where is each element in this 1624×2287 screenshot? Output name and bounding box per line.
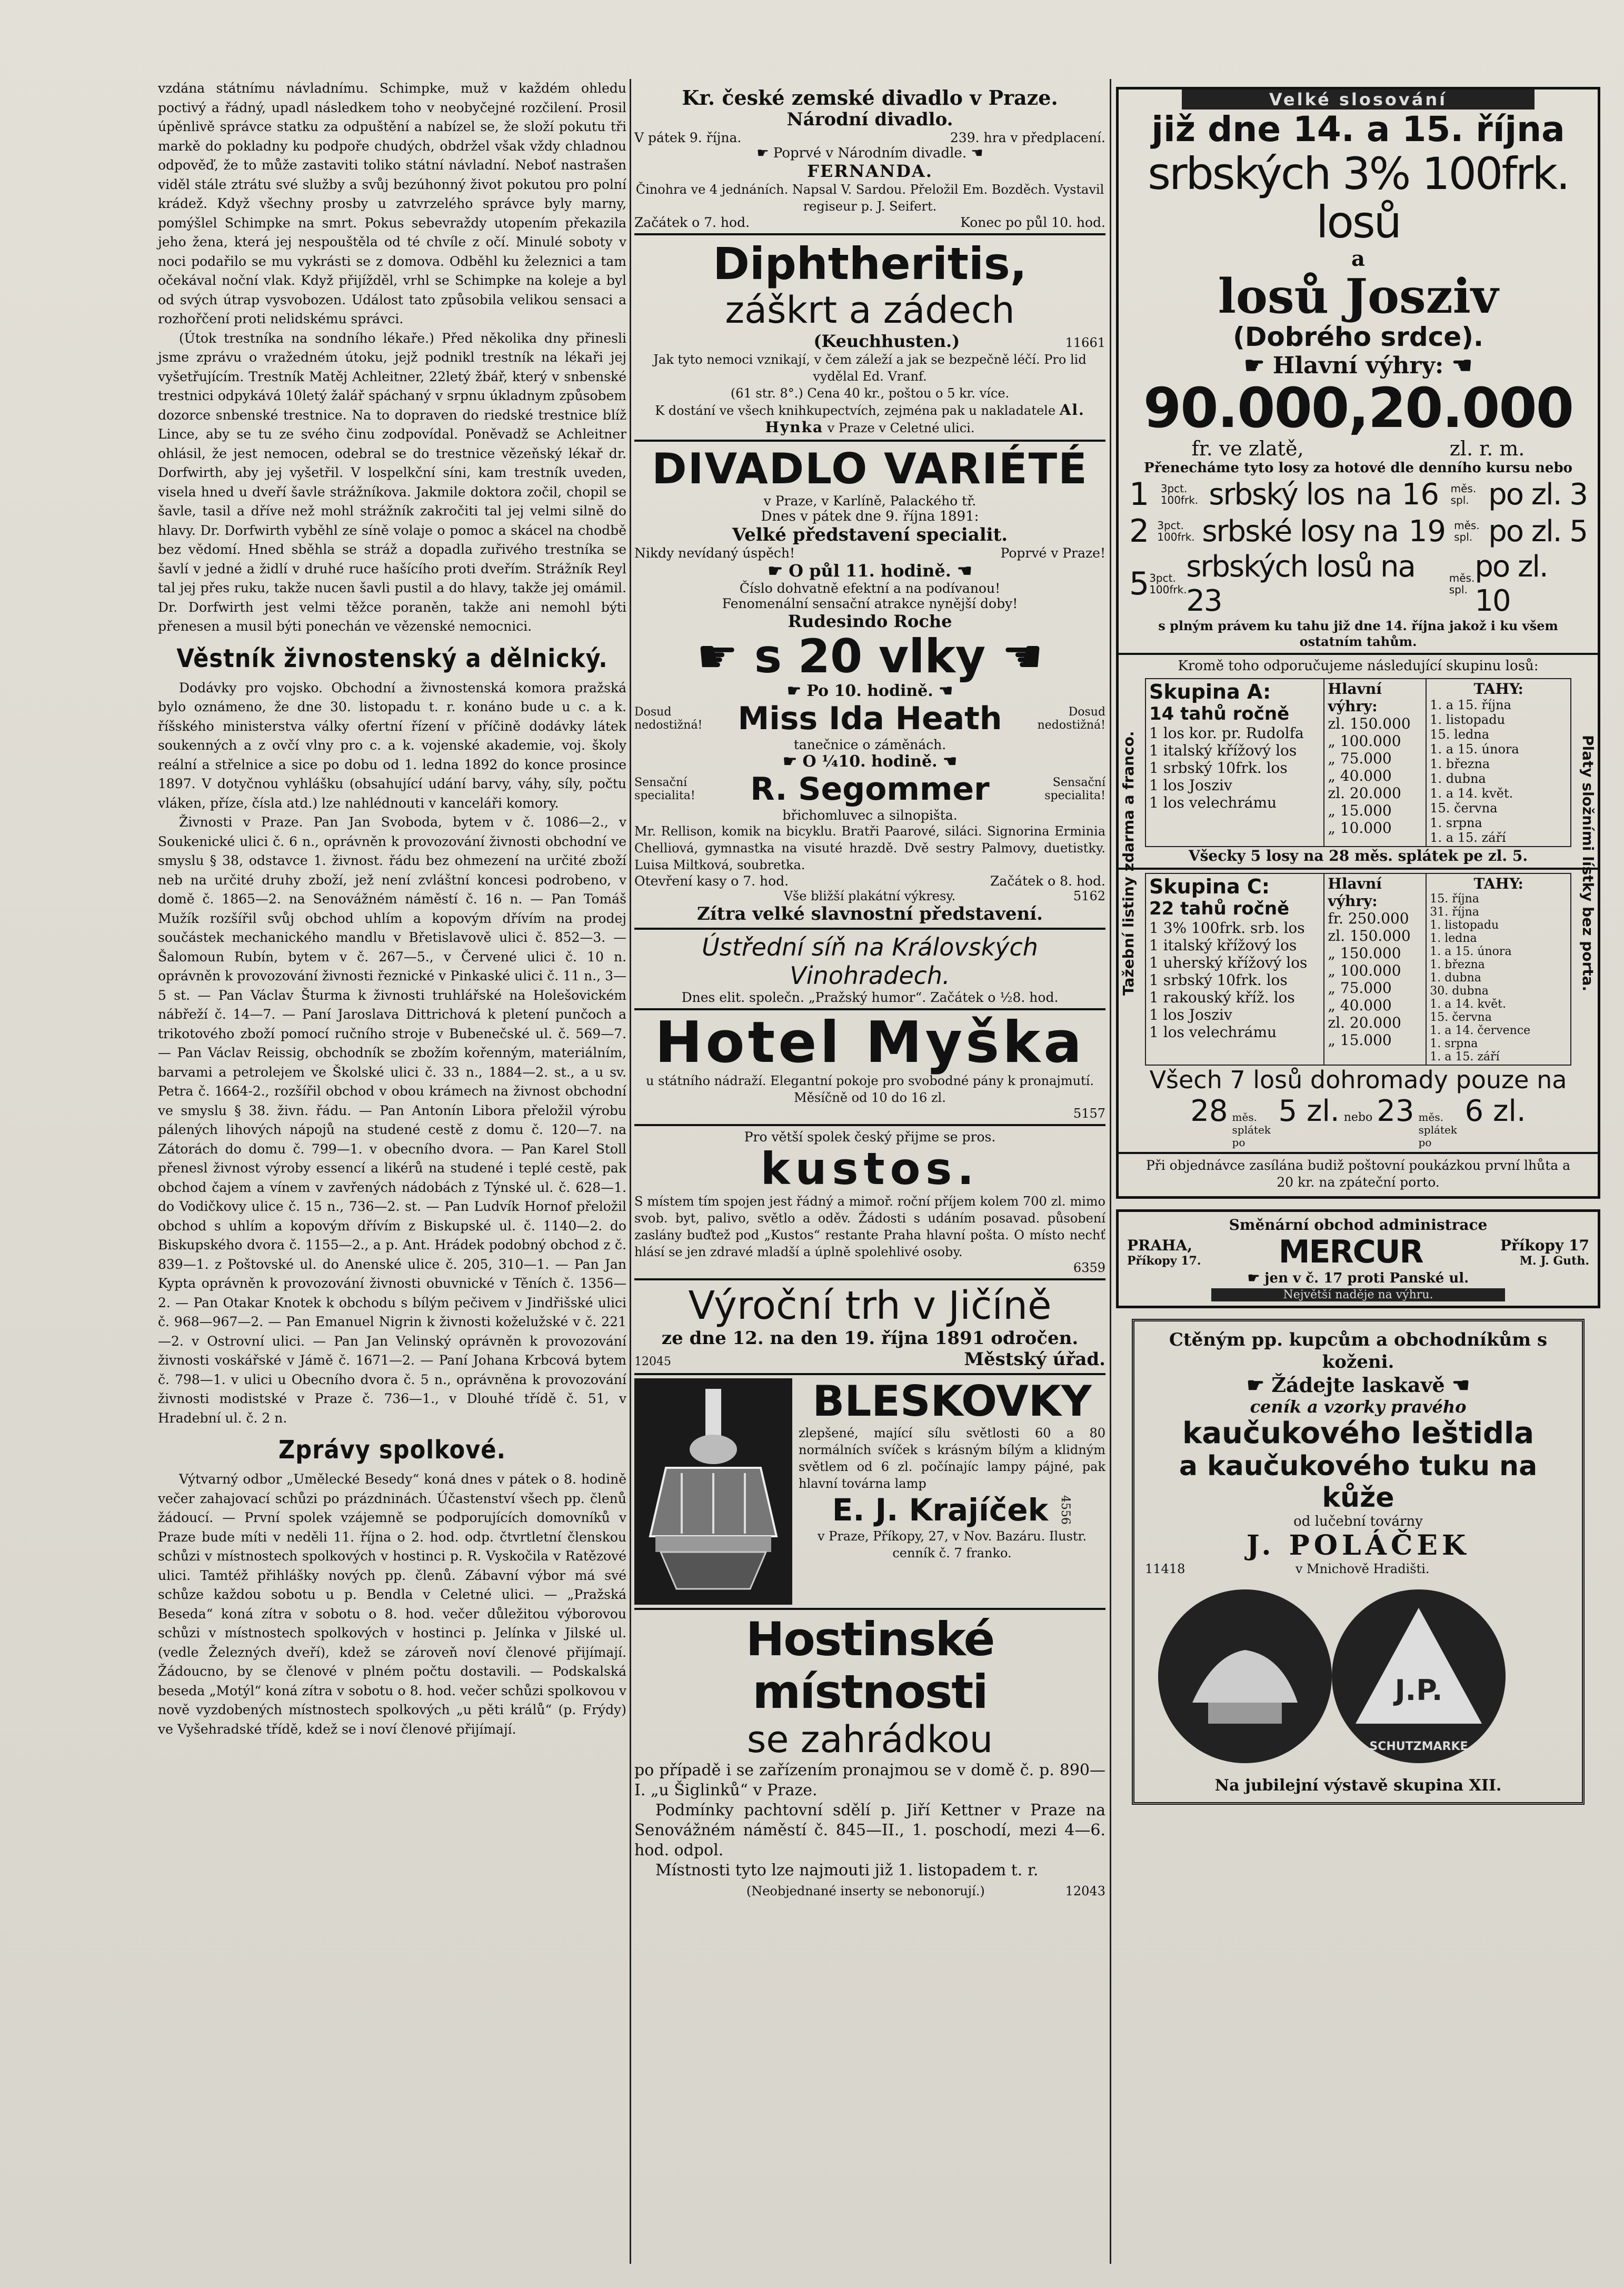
ad-mercur — [1116, 1209, 1600, 1308]
group-a-item-list — [1149, 724, 1320, 811]
variete-time2 — [634, 682, 1105, 700]
diph-title: Diphtheritis, — [713, 238, 1027, 290]
group-draw: 1. ledna — [1430, 932, 1477, 945]
variete-posters: Vše bližší plakátní výkresy. — [783, 889, 956, 903]
article-zivnosti: Živnosti v Praze. Pan Jan Svoboda, bytem v č. 1086—2., v Soukenické ulici č. 6 n., oprávněn k provozování živnosti obchodní ve smyslu § 38, odstavce 1. živnost. řádu bez ohmezení na určité zboží neb na určité druhy zboží, jež není zvláštní koncesi podrobeno, v domě č. 1865—2. na Senovážném náměstí č. 16 n. — Pan Tomáš Mužík rozšířil svůj obchod uhlím a kopovým dřívím na prodej součástek mechanického mandlu v Břetislavově ulici č. 852—3. — Šalomoun Rubín, bytem v č. 267—5., v Červené ulici č. 10 n. oprávněn k provozování živnosti řeznické v Pinkaské ulici č. 11 n., 3—5 st. — Pan Václav Šturma k živnosti truhlářské na Holešovickém nábřeží č. 14—7. — Paní Jaroslava Dittrichová k pletení punčoch a trikotového zboží pomocí ručního stroje v Bubenečské ul. č. 569—7. — Pan Václav Reissig, obchodník se zbožím kořenným, materiálním, barvami a petrolejem ve Školské ulici č. 33 n., 1884—2. st., a u sv. Petra č. 1664-2., rozšířil obchod v obou krámech na živnost obchodní ve smyslu § 38. živn. řádu. — Pan Antonín Libora přeložil výrobu pálených lihových nápojů na studené cestě z domu č. 120—7. na Zátorách do domu č. 799—1. v obecního dvora. — Pan Karel Stoll přenesl živnost výroby essencí a likérů na studené i teplé cestě, pak obchod čajem a vínem v zavřených nádobách z Týnské ul. č. 628—1. do Vodičkovy ulice č. 15 n., 736—2. st. — Pan Ludvík Hornof přeložil obchod s uhlím a kopovým dřívím z Biskupské ul. č. 1140—2. do Biskupského dvora č. 1155—2., a p. Ant. Hrádek podobný obchod z č. 839—1. z Poštovské ul. do Anenské ulice č. 205, 310—1. — Pan Jan Kypta oprávněn k provozování živnosti obuvnické v Těních č. 1356—2. — Pan Otakar Knotek k obchodu s bílým pečivem v Jindřišské ulici č. 968—967—2. — Pan Emanuel Nigrin k živnosti koželužské v č. 221—2. v Ostrovní ulici. — Pan Jan Velinský oprávněn k provozování živnosti voskářské v Jámě č. 1671—2. — Paní Johana Krbcová bytem č. 798—1. v ulici u Obecního dvora č. 5 n., oprávněna k provozování živnosti modistské v Praze č. 736—1., v Dlouhé třídě č. 51, v Hradební ul. č. 2 n. — [158, 814, 626, 1426]
rule — [634, 440, 1105, 442]
group-prize: zl. 150.000 — [1328, 715, 1411, 732]
group-item: 1 italský křížový los — [1149, 937, 1297, 954]
los-prize-label: Hlavní výhry: — [1272, 352, 1444, 379]
ad-jicin — [634, 1284, 1105, 1370]
offer-months-label: měs. spl. — [1450, 482, 1477, 506]
variete-roche: Rudesindo Roche — [788, 611, 952, 631]
variete-segommer-right: Sensační specialita! — [1044, 776, 1105, 802]
kaucuk-place: v Mnichově Hradišti. — [1295, 1562, 1430, 1576]
group-a-prize-list — [1328, 715, 1422, 837]
bleskovky-text-block — [799, 1378, 1105, 1605]
offer-kind: srbských losů na 23 — [1186, 550, 1415, 618]
los-currency-zl: zl. r. m. — [1449, 437, 1525, 460]
kaucuk-number: 11418 — [1145, 1562, 1185, 1576]
group-prize: zl. 150.000 — [1328, 927, 1411, 944]
offer-months: na 16 — [1356, 477, 1440, 512]
ad-theatre — [634, 87, 1105, 230]
group-c-prizes-label: Hlavní výhry: — [1328, 875, 1382, 910]
los-prize-heading — [1119, 352, 1598, 379]
variete-time3 — [634, 752, 1105, 771]
offer-prefix: 3pct. 100frk. — [1160, 482, 1199, 506]
variete-cash-row — [634, 873, 1105, 889]
group-draw: 1. srpna — [1430, 816, 1482, 830]
group-draw: 1. a 14. květ. — [1430, 998, 1506, 1011]
vinohrady-text: Dnes elit. společn. „Pražský humor“. Začátek o ½8. hod. — [681, 990, 1059, 1005]
los-offer-row — [1119, 513, 1598, 550]
group-item: 1 srbský 10frk. los — [1149, 759, 1288, 777]
los-serbian: srbských 3% 100frk. losů — [1148, 148, 1569, 248]
offer-value: po zl. 3 — [1488, 477, 1587, 512]
los-currency-row — [1119, 437, 1598, 460]
theatre-row1 — [634, 130, 1105, 145]
group-draw: 1. a 14. květ. — [1430, 786, 1513, 801]
group-prize: „ 75.000 — [1328, 750, 1392, 767]
variete-performers: Mr. Rellison, komik na bicyklu. Bratři Paarové, siláci. Signorina Erminia Chelliová, gymnastka na visuté hrazdě. Dvě sestry Palmovy, duetistky. Luisa Miltková, soubretka. — [634, 824, 1105, 872]
price-label-b: měs. splátek po — [1418, 1111, 1457, 1149]
offer-prefix: 3pct. 100frk. — [1149, 572, 1187, 596]
ad-vinohrady — [634, 933, 1105, 1005]
hostinske-text1: po případě i se zařízením pronajmou se v domě č. p. 890—I. „u Šiglinků“ v Praze. — [634, 1761, 1105, 1799]
group-a-sub: 14 tahů ročně — [1149, 703, 1290, 724]
los-intro: Kromě toho odporučujeme následující skupinu losů: — [1178, 658, 1539, 674]
group-c-price-row — [1145, 1094, 1571, 1149]
kaucuk-line2-text: Žádejte laskavě — [1271, 1373, 1445, 1397]
mercur-city-block — [1127, 1237, 1201, 1268]
group-a-row — [1145, 679, 1571, 847]
los-offer-row — [1119, 550, 1598, 618]
kaucuk-illustration — [1145, 1576, 1571, 1776]
article-spolky: Výtvarný odbor „Umělecké Besedy“ koná dnes v pátek o 8. hodině večer zahajovací schůzi po prázdninách. Účastenství všech pp. členů žádoucí. — První spolek vzájemně se podporujících domovníků v Praze bude míti v neděli 11. října o 2. hod. odp. čtvrtletní členskou schůzi v místnostech spolkových v hostinci p. R. Vyskočila v Ratězové ulici. Tamtéž přihlášky nových pp. členů. Zábavní výbor má své schůze každou sobotu u p. Bendla v Celetné ulici. — „Pražská Beseda“ koná zítra v sobotu o 8. hod. večer důležitou výborovou schůzi v místnostech spolkových v hostinci p. Jelínka v Jilské ul. (vedle Železných dveří), kdež se zároveň noví členové přijímají. Žádoucno, by se členové v plném počtu dostavili. — Podskalská beseda „Motýl“ koná zítra v sobotu o 8. hod. večer schůzi spolkovou v nově vyzdobených místnostech spolkových „u pěti králů“ (p. Frýdy) ve Vyšehradské třídě, kdež se i noví členové přijímají. — [158, 1471, 626, 1737]
diph-publisher: Al. Hynka — [765, 401, 1085, 436]
bleskovky-text: zlepšené, mající sílu světlosti 60 a 80 normálních svíček s krásným bílým a klidným světlem od 6 zl. počínajíc lampy pájné, pak hlavní továrna lamp — [799, 1426, 1105, 1491]
diph-text3a: K dostání ve všech knihkupectvích, zejména pak u nakladatele — [655, 403, 1056, 418]
group-a — [1145, 678, 1571, 864]
hotel-number: 5157 — [1073, 1106, 1105, 1121]
group-item: 1 los kor. pr. Rudolfa — [1149, 724, 1304, 742]
spacer — [634, 889, 666, 903]
diph-text2: (61 str. 8°.) Cena 40 kr., poštou o 5 kr. více. — [730, 386, 1010, 401]
hand-icon: ☚ — [937, 752, 957, 771]
right-column — [1116, 87, 1600, 1805]
kaucuk-firm: J. POLÁČEK — [1246, 1529, 1470, 1562]
group-prize: „ 100.000 — [1328, 962, 1401, 979]
group-prize: zl. 20.000 — [1328, 1014, 1401, 1031]
group-item: 1 italský křížový los — [1149, 742, 1297, 759]
ad-bleskovky — [634, 1378, 1105, 1605]
hotel-title: Hotel Myška — [655, 1010, 1085, 1076]
group-c-foot: Všech 7 losů dohromady pouze na — [1149, 1066, 1567, 1094]
offer-kind: srbský los — [1209, 477, 1344, 512]
variete-premiere: Poprvé v Praze! — [1000, 545, 1105, 561]
group-draw: 15. června — [1430, 801, 1498, 816]
group-draw: 1. listopadu — [1430, 919, 1499, 932]
los-banner: Velké slosování — [1182, 90, 1535, 110]
theatre-premiere — [634, 145, 1105, 161]
section-heading-vestnik: Věstník živnostenský a dělnický. — [176, 643, 608, 673]
rule — [634, 1373, 1105, 1375]
offer-count: 5 — [1129, 565, 1150, 602]
variete-wolves-text: s 20 vlky — [754, 629, 986, 683]
price-amount-a: 5 zl. — [1278, 1094, 1340, 1128]
hostinske-title: Hostinské místnosti — [745, 1612, 994, 1719]
diph-subtitle: záškrt a zádech — [725, 289, 1015, 332]
mercur-title: Směnární obchod administrace — [1229, 1216, 1488, 1234]
jicin-title: Výroční trh v Jičíně — [688, 1283, 1052, 1328]
group-a-draw-list — [1430, 698, 1567, 845]
hand-icon: ☛ — [786, 682, 807, 700]
middle-column — [634, 87, 1105, 1898]
footer-note: (Neobjednané inserty se nebonorují.) — [746, 1884, 985, 1898]
theatre-play-number: 239. hra v předplacení. — [950, 130, 1105, 145]
variete-cash: Otevření kasy o 7. hod. — [634, 873, 789, 889]
price-or: nebo — [1343, 1111, 1373, 1124]
group-item: 1 srbský 10frk. los — [1149, 971, 1288, 989]
hand-icon: ☛ — [783, 752, 803, 771]
rule — [1119, 653, 1598, 655]
kaucuk-line3: ceník a vzorky pravého — [1250, 1397, 1467, 1417]
group-draw: 1. a 15. února — [1430, 742, 1519, 757]
group-c-draws — [1426, 873, 1571, 1065]
variete-ventriloquist: břichomluvec a silnopišta. — [782, 808, 958, 823]
mercur-name: MERCUR — [1278, 1234, 1423, 1270]
group-c-prize-list — [1328, 910, 1422, 1049]
mercur-line-text: jen v č. 17 proti Panské ul. — [1264, 1270, 1469, 1286]
variete-address: v Praze, v Karlíně, Palackého tř. — [763, 493, 977, 509]
hand-icon: ☚ — [933, 682, 953, 700]
kustos-pre: Pro větší spolek český přijme se pros. — [744, 1129, 996, 1145]
group-item: 1 los velechrámu — [1149, 1023, 1277, 1041]
variete-time1-text: O půl 11. hodině. — [789, 561, 951, 581]
rule — [1119, 1152, 1598, 1154]
bleskovky-firm-row — [799, 1492, 1105, 1528]
group-item: 1 los velechrámu — [1149, 794, 1277, 811]
group-draw: 15. ledna — [1430, 727, 1490, 742]
jicin-sig-row — [634, 1349, 1105, 1370]
diph-text3 — [634, 402, 1105, 436]
group-draw: 1. a 15. února — [1430, 945, 1512, 958]
group-prize: „ 15.000 — [1328, 1031, 1392, 1049]
los-offer-row — [1119, 476, 1598, 513]
price-amount-b: 6 zl. — [1464, 1094, 1526, 1128]
variete-segommer-row — [634, 771, 1105, 808]
variete-start: Začátek o 8. hod. — [990, 873, 1105, 889]
variete-time3-text: O ¼10. hodině. — [802, 752, 938, 771]
kaucuk-logo-text: J.P. — [1394, 1674, 1443, 1707]
group-a-foot: Všecky 5 losy na 28 měs. splátek pe zl. 5. — [1188, 847, 1528, 864]
group-prize: „ 40.000 — [1328, 997, 1392, 1014]
kaucuk-title1: kaučukového leštidla — [1182, 1416, 1535, 1450]
variete-big-show: Velké představení specialit. — [732, 524, 1008, 545]
kaucuk-logo-mark: SCHUTZMARKE — [1369, 1740, 1468, 1753]
diph-text3b: v Praze v Celetné ulici. — [827, 421, 975, 435]
variete-heath-left: Dosud nedostižná! — [634, 705, 703, 732]
variete-date: Dnes v pátek dne 9. října 1891: — [761, 509, 979, 524]
article-schimpke: vzdána státnímu návladnímu. Schimpke, muž v každém ohledu poctivý a řádný, upadl následkem toho v neobyčejné rozčilení. Prosil úpěnlivě správce statku za odpuštění a nabízel se, že složí pokutu tři markě do pokladny ku podpoře chudých, obdržel však vždy chladnou odpověď, že to může zastaviti toliko státní návladní. Neboť nastrašen viděl stále ztrátu své služby a svůj bezúhonný život pokutou pro polní krádež. Když všechny prosby u zatvrzelého správce byly marny, pomýšlel Schimpke na smrt. Pokus sebevraždy utopením překazila jeho žena, která jej nespouštěla od té chvíle z očí. Minulé soboty v noci podařilo se mu vykrásti se z domova. Odběhl ku železnici a tam očekával noční vlak. Když přijížděl, vrhl se Schimpke na koleje a byl od svých útrap vysvobozen. Událost tato způsobila velikou sensaci a rozhořčení proti nelidskému správci. — [158, 81, 626, 326]
ad-kustos — [634, 1129, 1105, 1275]
group-draw: 31. října — [1430, 906, 1479, 919]
theatre-times — [634, 215, 1105, 230]
group-a-prizes-label: Hlavní výhry: — [1328, 680, 1382, 715]
group-c-draws-label: TAHY: — [1473, 875, 1523, 892]
bleskovky-number: 4556 — [1059, 1495, 1072, 1525]
hand-icon: ☚ — [1443, 352, 1473, 379]
group-draw: 1. listopadu — [1430, 712, 1506, 727]
los-offer: Přenecháme tyto losy za hotové dle denního kursu nebo — [1144, 460, 1572, 476]
rule — [634, 1124, 1105, 1126]
group-item: 1 3% 100frk. srb. los — [1149, 919, 1305, 937]
variete-number: 5162 — [1073, 889, 1105, 903]
theatre-end: Konec po půl 10. hod. — [960, 215, 1105, 230]
group-a-table — [1145, 678, 1571, 847]
group-a-name: Skupina A: — [1149, 680, 1271, 703]
hand-icon: ☚ — [951, 561, 972, 581]
bleskovky-title: BLESKOVKY — [812, 1377, 1092, 1426]
offer-value: po zl. 10 — [1474, 550, 1548, 618]
offer-count: 1 — [1129, 476, 1150, 513]
theatre-title: Kr. české zemské divadlo v Praze. — [682, 86, 1058, 110]
variete-segommer-left: Sensační specialita! — [634, 776, 695, 802]
hand-icon: ☛ — [756, 145, 773, 161]
ad-variete — [634, 445, 1105, 924]
variete-time1 — [634, 561, 1105, 581]
offer-months-label: měs. spl. — [1449, 572, 1475, 596]
group-draw: 1. a 15. října — [1430, 698, 1511, 712]
kaucuk-line2 — [1145, 1373, 1571, 1397]
ad-losy — [1116, 87, 1600, 1199]
hostinske-subtitle: se zahrádkou — [746, 1718, 993, 1761]
offer-count: 2 — [1129, 513, 1150, 550]
group-draw: 1. a 15. září — [1430, 830, 1506, 845]
offer-prefix: 3pct. 100frk. — [1157, 519, 1195, 543]
section-heading-spolky: Zprávy spolkové. — [278, 1435, 506, 1465]
price-months-b: 23 — [1377, 1094, 1414, 1128]
hand-icon: ☛ — [1247, 1270, 1265, 1286]
mercur-city2: Příkopy 17. — [1127, 1254, 1201, 1268]
group-c-prizes — [1324, 873, 1426, 1065]
theatre-desc: Činohra ve 4 jednáních. Napsal V. Sardou. Přeložil Em. Bozděch. Vystavil regiseur p. J. Seifert. — [635, 182, 1104, 214]
los-foot: Při objednávce zasílána budiž poštovní poukázkou první lhůta a 20 kr. na zpáteční porto. — [1145, 1158, 1571, 1190]
los-and: a — [1351, 246, 1365, 271]
mercur-addr1: Příkopy 17 — [1500, 1236, 1589, 1254]
group-draw: 30. dubna — [1430, 985, 1489, 998]
kaucuk-emblems-icon — [1145, 1576, 1577, 1776]
group-prize: „ 40.000 — [1328, 767, 1392, 784]
variete-tomorrow: Zítra velké slavnostní představení. — [697, 903, 1043, 924]
rule — [634, 1278, 1105, 1280]
group-draw: 1. března — [1430, 757, 1490, 771]
theatre-sub: Národní divadlo. — [786, 109, 953, 130]
lamp-illustration — [634, 1378, 792, 1605]
diph-keuch: (Keuchhusten.) — [813, 331, 960, 351]
group-draw: 1. dubna — [1430, 971, 1481, 985]
variete-title: DIVADLO VARIÉTÉ — [652, 444, 1088, 493]
ad-kaucuk — [1132, 1319, 1585, 1805]
kustos-text: S místem tím spojen jest řádný a mimoř. roční příjem kolem 700 zl. mimo svob. byt, palivo, světlo a oděv. Žádosti s udáním posavad. působení zaslány buďtež pod „Kustos“ restante Praha hlavní pošta. O místo nechť hlásí se jen zdravé mladší a úplně spolehlivé osoby. — [634, 1194, 1105, 1259]
hand-icon: ☛ — [1246, 1373, 1272, 1397]
kaucuk-place-row — [1145, 1562, 1571, 1576]
column-divider-1 — [630, 79, 631, 2264]
group-c — [1145, 873, 1571, 1149]
hand-icon: ☛ — [696, 629, 754, 683]
jicin-text: ze dne 12. na den 19. října 1891 odročen. — [661, 1328, 1079, 1349]
group-c-row — [1145, 873, 1571, 1065]
group-c-draw-list — [1430, 892, 1567, 1063]
hostinske-text2: Podmínky pachtovní sdělí p. Jiří Kettner v Praze na Senovážném náměstí č. 845—II., 1. poschodí, mezi 4—6. hod. odpol. — [634, 1801, 1105, 1860]
group-a-prizes — [1324, 679, 1426, 847]
group-prize: zl. 20.000 — [1328, 784, 1401, 802]
variete-line6: Číslo dohvatně efektní a na podívanou! — [739, 581, 1001, 596]
mercur-line — [1127, 1270, 1589, 1286]
los-josziv: losů Josziv — [1218, 269, 1499, 324]
column-divider-2 — [1110, 79, 1111, 2264]
los-dobreho: (Dobrého srdce). — [1232, 322, 1484, 352]
group-prize: „ 100.000 — [1328, 732, 1401, 750]
spacer — [1540, 1562, 1571, 1576]
variete-heath: Miss Ida Heath — [738, 700, 1002, 737]
bleskovky-address: v Praze, Příkopy, 27, v Nov. Bazáru. Ilustr. cenník č. 7 franko. — [817, 1529, 1087, 1560]
group-item: 1 uherský křížový los — [1149, 954, 1308, 971]
group-c-item-list — [1149, 919, 1320, 1041]
hotel-text: u státního nádraží. Elegantní pokoje pro svobodné pány k pronajmutí. Měsíčně od 10 do 16 zl. — [645, 1073, 1094, 1105]
hand-icon: ☚ — [967, 145, 983, 161]
group-draw: 15. října — [1430, 892, 1479, 906]
variete-line7: Fenomenální sensační atrakce nynější doby! — [722, 596, 1018, 611]
footer-number: 12043 — [1065, 1884, 1105, 1898]
rule — [1119, 868, 1598, 870]
jicin-number: 12045 — [634, 1355, 671, 1368]
los-date: již dne 14. a 15. října — [1151, 109, 1565, 150]
diph-row — [634, 331, 1105, 351]
ad-diphtheritis — [634, 238, 1105, 436]
los-big-prize: 90.000,20.000 — [1143, 376, 1573, 440]
group-prize: „ 75.000 — [1328, 979, 1392, 997]
mercur-addr2: M. J. Guth. — [1519, 1254, 1589, 1268]
rule — [634, 928, 1105, 930]
ad-hotel — [634, 1010, 1105, 1121]
group-prize: fr. 250.000 — [1328, 910, 1409, 927]
kaucuk-title2: a kaučukového tuku na kůže — [1179, 1450, 1538, 1514]
jicin-signature: Městský úřad. — [964, 1349, 1105, 1370]
kaucuk-foot: Na jubilejní výstavě skupina XII. — [1214, 1776, 1502, 1795]
group-a-items — [1145, 679, 1324, 847]
group-c-sub: 22 tahů ročně — [1149, 898, 1290, 919]
group-draw: 1. srpna — [1430, 1037, 1478, 1050]
diph-text1: Jak tyto nemoci vznikají, v čem záleží a jak se bezpečně léčí. Pro lid vydělal Ed. Vranf. — [653, 352, 1087, 384]
variete-success: Nikdy nevídaný úspěch! — [634, 545, 795, 561]
group-item: 1 rakouský kříž. los — [1149, 989, 1295, 1006]
diph-number: 11661 — [1065, 335, 1105, 350]
kustos-title: kustos. — [760, 1143, 980, 1195]
theatre-premiere-text: Poprvé v Národním divadle. — [773, 145, 967, 161]
hand-icon: ☚ — [985, 629, 1043, 683]
ad-hostinske — [634, 1613, 1105, 1898]
theatre-date: V pátek 9. října. — [634, 130, 742, 145]
los-note: s plným právem ku tahu již dne 14. října jakož i ku všem ostatním tahům. — [1158, 618, 1558, 649]
group-draw: 1. dubna — [1430, 771, 1486, 786]
group-draw: 1. a 15. září — [1430, 1050, 1500, 1063]
kaucuk-line4: od lučební továrny — [1293, 1514, 1423, 1529]
variete-posters-row — [634, 889, 1105, 903]
hand-icon: ☚ — [1444, 1373, 1470, 1397]
article-trestnik: (Útok trestníka na sondního lékaře.) Před několika dny přinesli jsme zprávu o vražedném útoku, jejž podnikl trestník na lékaři jej vyšetřujícím. Trestník Matěj Achleitner, 22letý žbář, který v snbenské trestnici odpykává 10letý žalář spáchaný v srpnu úkladnym způsobem dozorce snbenské trestnice. Na to dopraven do riedské trestnice blíž Lince, aby se tu ze svého činu zodpovídal. Poněvadž se Achleitner ohlásil, že jest nemocen, odebral se do trestnice vězeňský lékař dr. Dorfwirth, aby jej vyšetřil. V lospelkční síni, kam trestník uveden, visela hned u dveří šavle strážníkova. Jakmile doktora zočil, chopil se šavle, tasil a dříve než mohl strážník zakročiti tal jej velmi silně do hlavy. Dr. Dorfwirth vyběhl ze síně volaje o pomoc a skácel na chodbě bez vědomí. Hned sběhla se stráž a dopadla zuřivého trestníka se šavlí v jedné a židlí v druhé ruce hašícího proti dveřím. Strážník Reyl tal jej přes ruku, takže nucen šavli pustil a do hlavy, takže jej omámil. Dr. Dorfwirth jest velmi těžce poraněn, takže ani nemohl býti přenesen a musil býti ponechán ve vězenské nemocnici. — [158, 330, 626, 634]
price-months-a: 28 — [1190, 1094, 1228, 1128]
article-dodavky: Dodávky pro vojsko. Obchodní a živnostenská komora pražská bylo oznámeno, že dne 30. listopadu t. r. konáno bude u c. a k. říšského ministerstva války ofertní řízení v příčině dodávky látek soukenných a z ovčí vlny pro c. a k. vojenské akademie, voj. školy reální a střelnice a sice po dobu od 1. ledna 1892 do konce prosince 1897. V dotyčnou vyhlášku (obsahující udání barvy, váhy, síly, počtu vláken, příze, čísla atd.) lze nahlédnouti v kanceláři komory. — [158, 680, 626, 811]
mercur-addr-block — [1500, 1237, 1589, 1268]
offer-months: na 19 — [1362, 514, 1447, 549]
group-draw: 1. března — [1430, 958, 1485, 971]
price-label-a: měs. splátek po — [1232, 1111, 1271, 1149]
hand-icon: ☛ — [768, 561, 789, 581]
kaucuk-line1: Ctěným pp. kupcům a obchodníkům s koženi. — [1169, 1329, 1548, 1373]
spacer — [634, 1884, 666, 1898]
mercur-city: PRAHA, — [1127, 1236, 1192, 1254]
vinohrady-title: Ústřední síň na Královských Vinohradech. — [702, 933, 1038, 990]
theatre-start: Začátek o 7. hod. — [634, 215, 750, 230]
theatre-play: FERNANDA. — [807, 161, 933, 181]
group-prize: „ 150.000 — [1328, 944, 1401, 962]
offer-kind: srbské losy — [1202, 514, 1355, 549]
los-currency-gold: fr. ve zlatě, — [1191, 437, 1304, 460]
lamp-icon — [634, 1378, 792, 1605]
group-draw: 1. a 14. července — [1430, 1024, 1531, 1037]
los-side-right: Platy složními lístky bez porta. — [1579, 735, 1597, 992]
bleskovky-firm: E. J. Krajíček — [832, 1492, 1049, 1528]
hostinske-text3: Místnosti tyto lze najmouti již 1. listopadem t. r. — [655, 1861, 1039, 1880]
offer-months-label: měs. spl. — [1454, 519, 1480, 543]
variete-dancer: tanečnice o záměnách. — [793, 737, 946, 752]
group-c-name: Skupina C: — [1149, 875, 1270, 898]
group-prize: „ 10.000 — [1328, 819, 1392, 837]
offer-value: po zl. 5 — [1488, 514, 1587, 549]
variete-segommer: R. Segommer — [750, 771, 990, 808]
rule — [634, 1608, 1105, 1610]
group-a-draws-label: TAHY: — [1473, 680, 1523, 698]
variete-heath-row — [634, 700, 1105, 737]
kustos-number: 6359 — [1073, 1260, 1105, 1275]
variete-wolves — [634, 631, 1105, 682]
group-c-items — [1145, 873, 1324, 1065]
variete-row4 — [634, 545, 1105, 561]
mercur-row — [1127, 1234, 1589, 1270]
left-column — [158, 79, 626, 1739]
rule — [634, 233, 1105, 235]
group-item: 1 los Josziv — [1149, 777, 1232, 794]
footer-row — [634, 1884, 1105, 1898]
group-a-draws — [1426, 679, 1571, 847]
los-side-left: Tažební listiny zdarma a franco. — [1120, 731, 1137, 996]
group-prize: „ 15.000 — [1328, 802, 1392, 819]
mercur-foot: Největší naděje na výhru. — [1211, 1288, 1505, 1301]
variete-time2-text: Po 10. hodině. — [806, 682, 933, 700]
group-item: 1 los Josziv — [1149, 1006, 1232, 1023]
los-rows — [1119, 476, 1598, 618]
variete-heath-right: Dosud nedostižná! — [1037, 705, 1105, 732]
group-draw: 15. června — [1430, 1011, 1492, 1024]
hand-icon: ☛ — [1243, 352, 1273, 379]
group-c-table — [1145, 873, 1571, 1066]
